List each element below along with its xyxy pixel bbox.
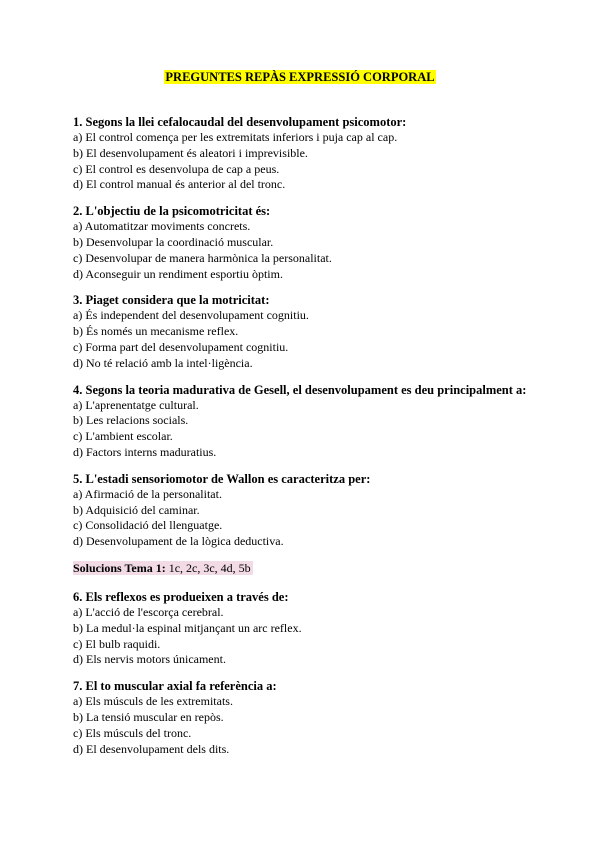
answer-option: c) El control es desenvolupa de cap a peus.: [73, 161, 280, 176]
answer-option: d) No té relació amb la intel·ligència.: [73, 355, 253, 370]
solutions-label: Solucions Tema 1:: [73, 560, 166, 575]
answer-option: d) El control manual és anterior al del tronc.: [73, 177, 286, 192]
answer-option: b) La tensió muscular en repòs.: [73, 709, 224, 724]
answer-option: b) El desenvolupament és aleatori i imprevisible.: [73, 145, 308, 160]
question-title: 7. El to muscular axial fa referència a:: [73, 679, 277, 694]
solutions-line: [73, 560, 553, 577]
answer-option: d) Aconseguir un rendiment esportiu òptim.: [73, 266, 283, 281]
question-title: 2. L'objectiu de la psicomotricitat és:: [73, 204, 271, 219]
question-title: 5. L'estadi sensoriomotor de Wallon es caracteritza per:: [73, 471, 371, 486]
answer-option: d) Els nervis motors únicament.: [73, 652, 226, 667]
answer-option: a) L'acció de l'escorça cerebral.: [73, 604, 224, 619]
answer-option: d) El desenvolupament dels dits.: [73, 741, 230, 756]
question-block: [73, 471, 553, 550]
answer-option: c) El bulb raquidi.: [73, 636, 161, 651]
answer-option: b) La medul·la espinal mitjançant un arc reflex.: [73, 620, 302, 635]
question-block: [73, 114, 553, 193]
answer-option: b) És només un mecanisme reflex.: [73, 324, 239, 339]
answer-option: a) Automatitzar moviments concrets.: [73, 219, 251, 234]
document-content: [73, 114, 553, 767]
question-block: [73, 382, 553, 461]
answer-option: a) L'aprenentatge cultural.: [73, 397, 199, 412]
answer-option: c) Els músculs del tronc.: [73, 725, 192, 740]
answer-option: c) Desenvolupar de manera harmònica la personalitat.: [73, 250, 332, 265]
answer-option: a) És independent del desenvolupament cognitiu.: [73, 308, 309, 323]
answer-option: d) Factors interns maduratius.: [73, 444, 217, 459]
answer-option: a) Els músculs de les extremitats.: [73, 694, 233, 709]
answer-option: c) Forma part del desenvolupament cognitiu.: [73, 339, 289, 354]
question-title: 6. Els reflexos es produeixen a través de:: [73, 589, 289, 604]
answer-option: c) L'ambient escolar.: [73, 429, 173, 444]
question-block: [73, 203, 553, 282]
question-title: 3. Piaget considera que la motricitat:: [73, 293, 270, 308]
answer-option: c) Consolidació del llenguatge.: [73, 518, 223, 533]
question-title: 4. Segons la teoria madurativa de Gesell, el desenvolupament es deu principalment a:: [73, 382, 527, 397]
solutions-highlight: [73, 561, 253, 575]
question-block: [73, 589, 553, 668]
question-title: 1. Segons la llei cefalocaudal del desenvolupament psicomotor:: [73, 115, 407, 129]
question-block: [73, 292, 553, 371]
answer-option: b) Les relacions socials.: [73, 413, 189, 428]
page-title: [0, 69, 600, 85]
solutions-answers: 1c, 2c, 3c, 4d, 5b: [168, 560, 251, 575]
question-block: [73, 678, 553, 757]
answer-option: a) Afirmació de la personalitat.: [73, 486, 222, 501]
answer-option: b) Desenvolupar la coordinació muscular.: [73, 234, 274, 249]
answer-option: d) Desenvolupament de la lògica deductiva.: [73, 534, 284, 549]
answer-option: a) El control comença per les extremitats inferiors i puja cap al cap.: [73, 130, 398, 144]
answer-option: b) Adquisició del caminar.: [73, 502, 200, 517]
title-text: PREGUNTES REPÀS EXPRESSIÓ CORPORAL: [165, 70, 435, 84]
